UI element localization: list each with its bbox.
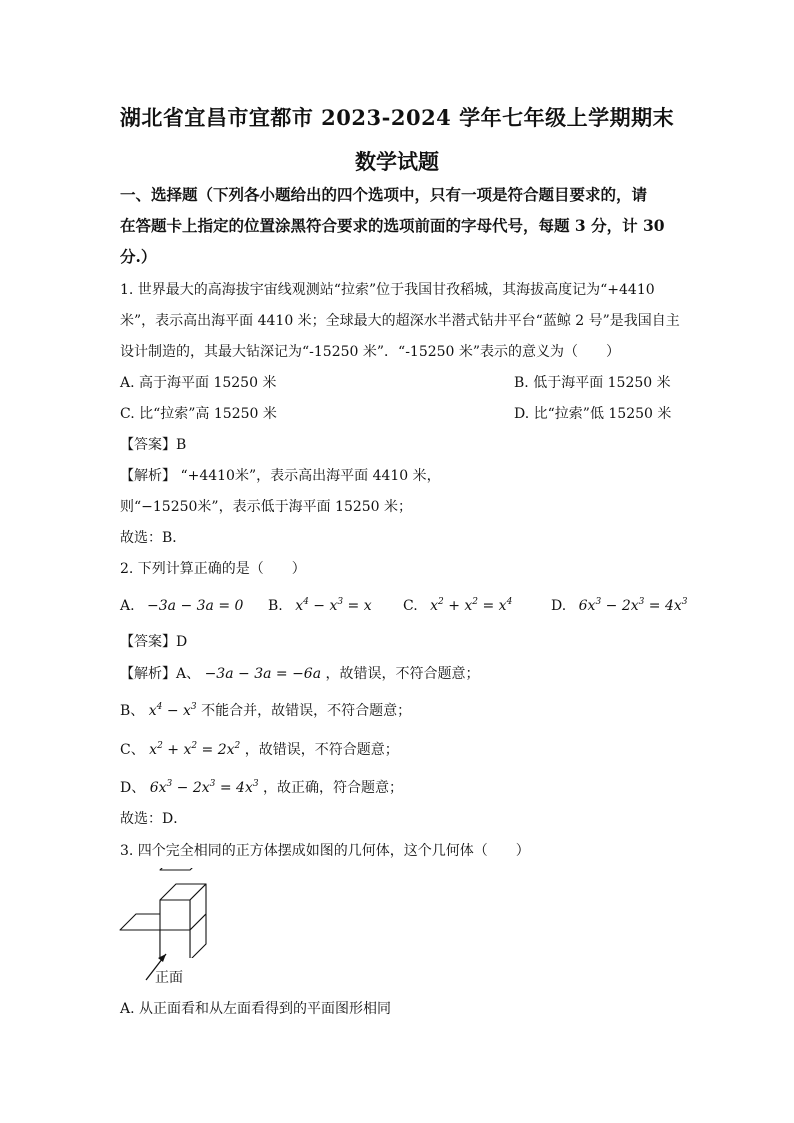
q1-option-b: B. 低于海平面 15250 米 — [514, 375, 671, 391]
q2-answer: 【答案】D — [120, 634, 188, 650]
q2-choose: 故选：D． — [120, 811, 188, 827]
q1-stem-line-1: 1. 世界最大的高海拔宇宙线观测站“拉索”位于我国甘孜稻城，其海拔高度记为“+4410 — [120, 282, 655, 298]
q2-analysis-b-tail: 不能合并，故错误，不符合题意； — [201, 703, 412, 719]
q2-option-c-label: C. — [403, 598, 418, 614]
q2-analysis-a-math: −3a − 3a = −6a — [204, 666, 322, 682]
q2-analysis-c — [120, 741, 399, 759]
q2-analysis-a-prefix: 【解析】A、 — [120, 666, 201, 682]
q2-analysis-c-math: $x^2 + x^2 = 2x^2$ — [149, 741, 241, 758]
q3-stem: 3. 四个完全相同的正方体摆成如图的几何体，这个几何体（ ） — [120, 843, 530, 859]
q1-analysis-line-2: 则“−15250米”，表示低于海平面 15250 米； — [120, 499, 413, 515]
q2-analysis-c-tail: ，故错误，不符合题意； — [244, 742, 399, 758]
figure-label-front: 正面 — [155, 970, 183, 986]
q2-analysis-d-math: $6x^3 - 2x^3 = 4x^3$ — [149, 779, 259, 796]
q2-analysis-b — [120, 702, 411, 720]
q2-analysis-b-prefix: B、 — [120, 703, 145, 719]
q1-analysis-line-1: 【解析】 “+4410米”，表示高出海平面 4410 米， — [120, 468, 441, 484]
q1-option-a: A. 高于海平面 15250 米 — [120, 375, 277, 391]
q2-option-b-expr: $x^4 - x^3 = x$ — [295, 597, 372, 614]
q2-option-d — [551, 597, 688, 615]
section-heading-line-1: 一、选择题（下列各小题给出的四个选项中，只有一项是符合题目要求的，请 — [120, 185, 648, 204]
title-line-1: 湖北省宜昌市宜都市 2023-2024 学年七年级上学期期末 — [119, 105, 675, 130]
q1-answer: 【答案】B — [120, 437, 187, 453]
q1-option-d: D. 比“拉索”低 15250 米 — [514, 406, 672, 422]
q2-option-b-label: B. — [268, 598, 283, 614]
q2-analysis-c-prefix: C、 — [120, 742, 145, 758]
q2-option-c-expr: $x^2 + x^2 = x^4$ — [430, 597, 513, 614]
q2-stem: 2. 下列计算正确的是（ ） — [120, 561, 306, 577]
q2-option-a-label: A. — [120, 598, 135, 614]
q2-option-c — [403, 597, 512, 615]
title-line-2: 数学试题 — [355, 149, 439, 174]
q3-option-a: A. 从正面看和从左面看得到的平面图形相同 — [120, 1001, 392, 1017]
q1-stem-line-2: 米”，表示高出海平面 4410 米；全球最大的超深水半潜式钻井平台“蓝鲸 2 号”是我国自主 — [120, 313, 680, 329]
q2-analysis-a-tail: ，故错误，不符合题意； — [325, 666, 480, 682]
q2-analysis-a — [120, 665, 480, 683]
q1-choose: 故选：B． — [120, 530, 187, 546]
q2-analysis-d — [120, 779, 403, 797]
q2-analysis-b-math: $x^4 - x^3$ — [148, 702, 197, 719]
q2-option-b — [268, 597, 372, 615]
q2-option-d-expr: $6x^3 - 2x^3 = 4x^3$ — [578, 597, 688, 614]
section-heading-line-2: 在答题卡上指定的位置涂黑符合要求的选项前面的字母代号，每题 3 分，计 30 — [120, 216, 665, 235]
q2-option-d-label: D. — [551, 598, 567, 614]
q2-analysis-d-tail: ，故正确，符合题意； — [263, 780, 404, 796]
q2-option-a-expr: −3a − 3a = 0 — [147, 598, 244, 614]
cube-solid-figure — [118, 868, 228, 958]
q1-option-c: C. 比“拉索”高 15250 米 — [120, 406, 277, 422]
section-heading-line-3: 分.） — [120, 247, 157, 266]
q2-analysis-d-prefix: D、 — [120, 780, 146, 796]
q1-stem-line-3: 设计制造的，其最大钻深记为“-15250 米”．“-15250 米”表示的意义为（ ） — [120, 344, 621, 360]
q2-option-a — [120, 597, 243, 615]
